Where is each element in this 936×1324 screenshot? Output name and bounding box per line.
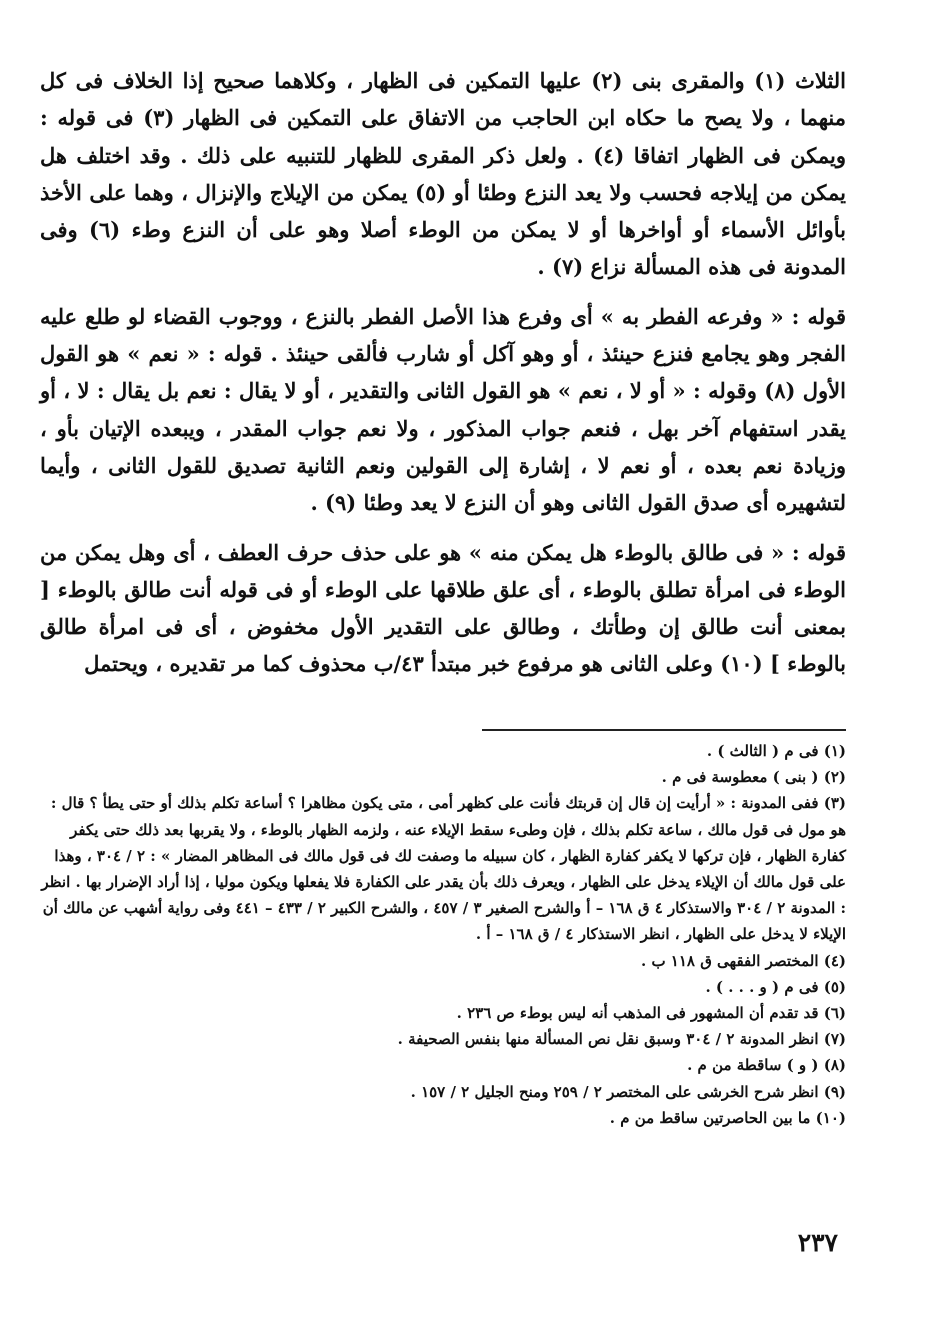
footnote-9: (٩) انظر شرح الخرشى على المختصر ٢ / ٢٥٩ ومنح الجليل ٢ / ١٥٧ . xyxy=(410,1082,846,1101)
footnote-10: (١٠) ما بين الحاصرتين ساقط من م . xyxy=(609,1108,846,1127)
paragraph-1: الثلاث (١) والمقرى بنى (٢) عليها التمكين فى الظهار ، وكلاهما صحيح إذا الخلاف فى كل منهما ، ولا يصح ما حكاه ابن الحاجب من الاتفاق على التمكين فى الظهار (٣) فى قوله : ويمكن فى الظهار اتفاقا (٤) . ولعل ذكر المقرى للظهار للتنبيه على ذلك . وقد اختلف هل يمكن من إيلاجه فحسب ولا يعد النزع وطئا أو (٥) يمكن من الإيلاج والإنزال ، وهما على الأخذ بأوائل الأسماء أو أواخرها أو لا يمكن من الوطء أصلا وهو على أن النزع وطء (٦) وفى المدونة فى هذه المسألة نزاع (٧) . xyxy=(40,68,847,280)
main-text xyxy=(40,62,846,683)
page-number: ٢٣٧ xyxy=(797,1228,838,1257)
footnote-1: (١) فى م ( الثالث ) . xyxy=(706,742,846,760)
footnote-2: (٢) ( بنى ) معطوسة فى م . xyxy=(661,768,846,787)
footnote-5: (٥) فى م ( و . . . ) . xyxy=(705,977,846,996)
footnote-8: (٨) ( و ) ساقطة من م . xyxy=(687,1056,846,1075)
footnote-7: (٧) انظر المدونة ٢ / ٣٠٤ وسبق نقل نص المسألة منها بنفس الصحيفة . xyxy=(397,1030,846,1049)
footnote-4: (٤) المختصر الفقهى ق ١١٨ ب . xyxy=(641,951,846,970)
footnote-6: (٦) قد تقدم أن المشهور فى المذهب أنه ليس بوطء ص ٢٣٦ . xyxy=(456,1004,846,1023)
footnote-3: (٣) ففى المدونة : « أرأيت إن قال إن قربتك فأنت على كظهر أمى ، متى يكون مظاهرا ؟ أساعة تكلم بذلك أو حتى يطأ ؟ قال : هو مول فى قول مالك ، ساعة تكلم بذلك ، فإن وطىء سقط الإيلاء عنه ، ولزمه الظهار بالوطء ، ولا يقربها بعد ذلك حتى يكفر كفارة الظهار ، فإن تركها لا يكفر كفارة الظهار ، كان سبيله ما وصفت لك فى قول مالك فى المظاهر المضار » : ٢ / ٣٠٤ ، وهذا على قول مالك أن الإيلاء يدخل على الظهار ، ويعرف ذلك بأن يقدر على الكفارة فلا يفعلها ويكون موليا ، إذا أراد الإضرار بها . انظر : المدونة ٢ / ٣٠٤ والاستذكار ٤ ق ١٦٨ – أ والشرح الصغير ٣ / ٤٥٧ ، والشرح الكبير ٢ / ٤٣٣ – ٤٤١ وفى رواية أشهب عن مالك أن الإيلاء لا يدخل على الظهار ، انظر الاستذكار ٤ / ق ١٦٨ – أ . xyxy=(41,794,846,944)
footnote-divider xyxy=(482,729,846,731)
footnotes xyxy=(40,738,846,1131)
paragraph-3: قوله : « فى طالق بالوطء هل يمكن منه » هو على حذف حرف العطف ، أى وهل يمكن من الوطء فى امرأة تطلق بالوطء ، أى علق طلاقها على الوطء أو فى قوله أنت طالق بالوطء [ بمعنى أنت طالق إن وطأتك ، وطالق على التقدير الأول مخفوض ، أى فى امرأة طالق بالوطء ] (١٠) وعلى الثانى هو مرفوع خبر مبتدأ ٤٣/ب محذوف كما مر تقديره ، ويحتمل xyxy=(40,539,846,677)
paragraph-2: قوله : « وفرعه الفطر به » أى وفرع هذا الأصل الفطر بالنزع ، ووجوب القضاء لو طلع عليه الفجر وهو يجامع فنزع حينئذ ، أو وهو آكل أو شارب فألقى حينئذ . قوله : « نعم » هو القول الأول (٨) وقوله : « أو لا ، نعم » هو القول الثانى والتقدير ، أو لا يقال : نعم بل يقال : لا ، أو يقدر استفهام آخر بهل ، فنعم جواب المذكور ، ولا نعم جواب المقدر ، ويبعده الإتيان بأو ، وزيادة نعم بعده ، أو نعم لا ، إشارة إلى القولين ونعم الثانية تصديق للقول الثانى ، وأيما لتشهيره أى صدق القول الثانى وهو أن النزع لا يعد وطئا (٩) . xyxy=(40,303,846,516)
